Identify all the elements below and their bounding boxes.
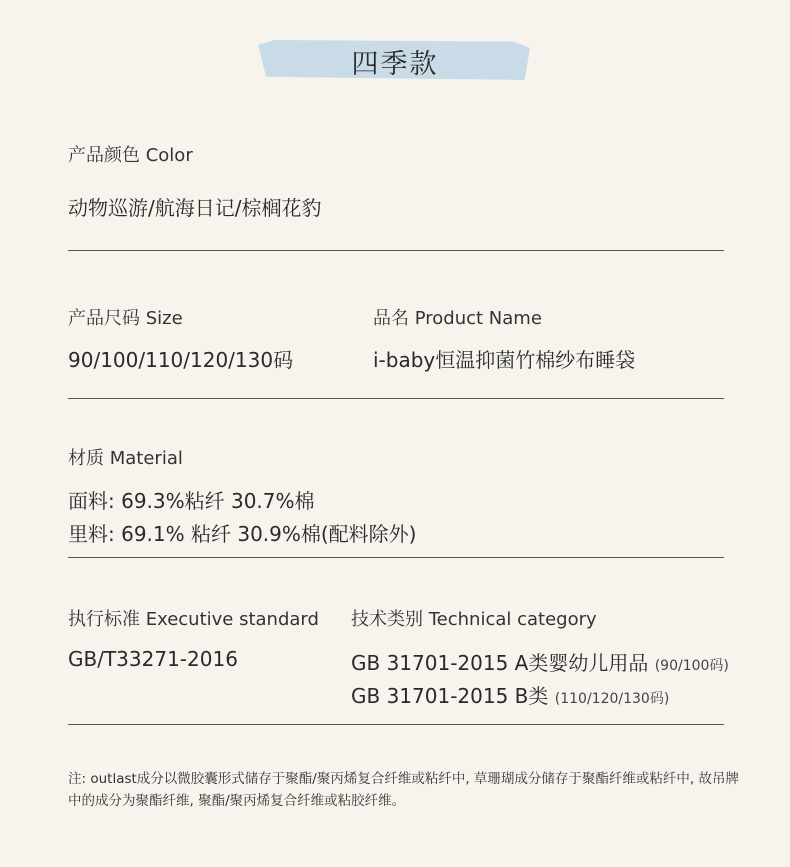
size-value: 90/100/110/120/130码 bbox=[68, 348, 294, 372]
material-outer: 面料: 69.3%粘纤 30.7%棉 bbox=[68, 489, 315, 513]
standard-value: GB/T33271-2016 bbox=[68, 647, 238, 671]
color-label: 产品颜色 Color bbox=[68, 145, 193, 166]
category-line-a bbox=[351, 647, 729, 676]
category-b-text: GB 31701-2015 B类 bbox=[351, 684, 549, 708]
category-a-text: GB 31701-2015 A类婴幼儿用品 bbox=[351, 651, 649, 675]
footnote: 注: outlast成分以微胶囊形式储存于聚酯/聚丙烯复合纤维或粘纤中, 草珊瑚成分储存于聚酯纤维或粘纤中, 故吊牌中的成分为聚酯纤维, 聚酯/聚丙烯复合纤维或粘胶纤维。 bbox=[68, 771, 740, 809]
page-title: 四季款 bbox=[351, 49, 439, 80]
standard-label: 执行标准 Executive standard bbox=[68, 609, 319, 630]
divider bbox=[68, 250, 724, 251]
category-line-b bbox=[351, 680, 669, 709]
product-name-value: i-baby恒温抑菌竹棉纱布睡袋 bbox=[373, 348, 636, 372]
size-label: 产品尺码 Size bbox=[68, 308, 183, 329]
divider bbox=[68, 557, 724, 558]
material-lining: 里料: 69.1% 粘纤 30.9%棉(配料除外) bbox=[68, 522, 417, 546]
divider bbox=[68, 398, 724, 399]
category-b-note: (110/120/130码) bbox=[554, 691, 670, 707]
product-name-label: 品名 Product Name bbox=[373, 308, 542, 329]
divider bbox=[68, 724, 724, 725]
material-label: 材质 Material bbox=[68, 448, 183, 469]
category-a-note: (90/100码) bbox=[654, 658, 729, 674]
color-value: 动物巡游/航海日记/棕榈花豹 bbox=[68, 196, 322, 220]
category-label: 技术类别 Technical category bbox=[351, 609, 597, 630]
